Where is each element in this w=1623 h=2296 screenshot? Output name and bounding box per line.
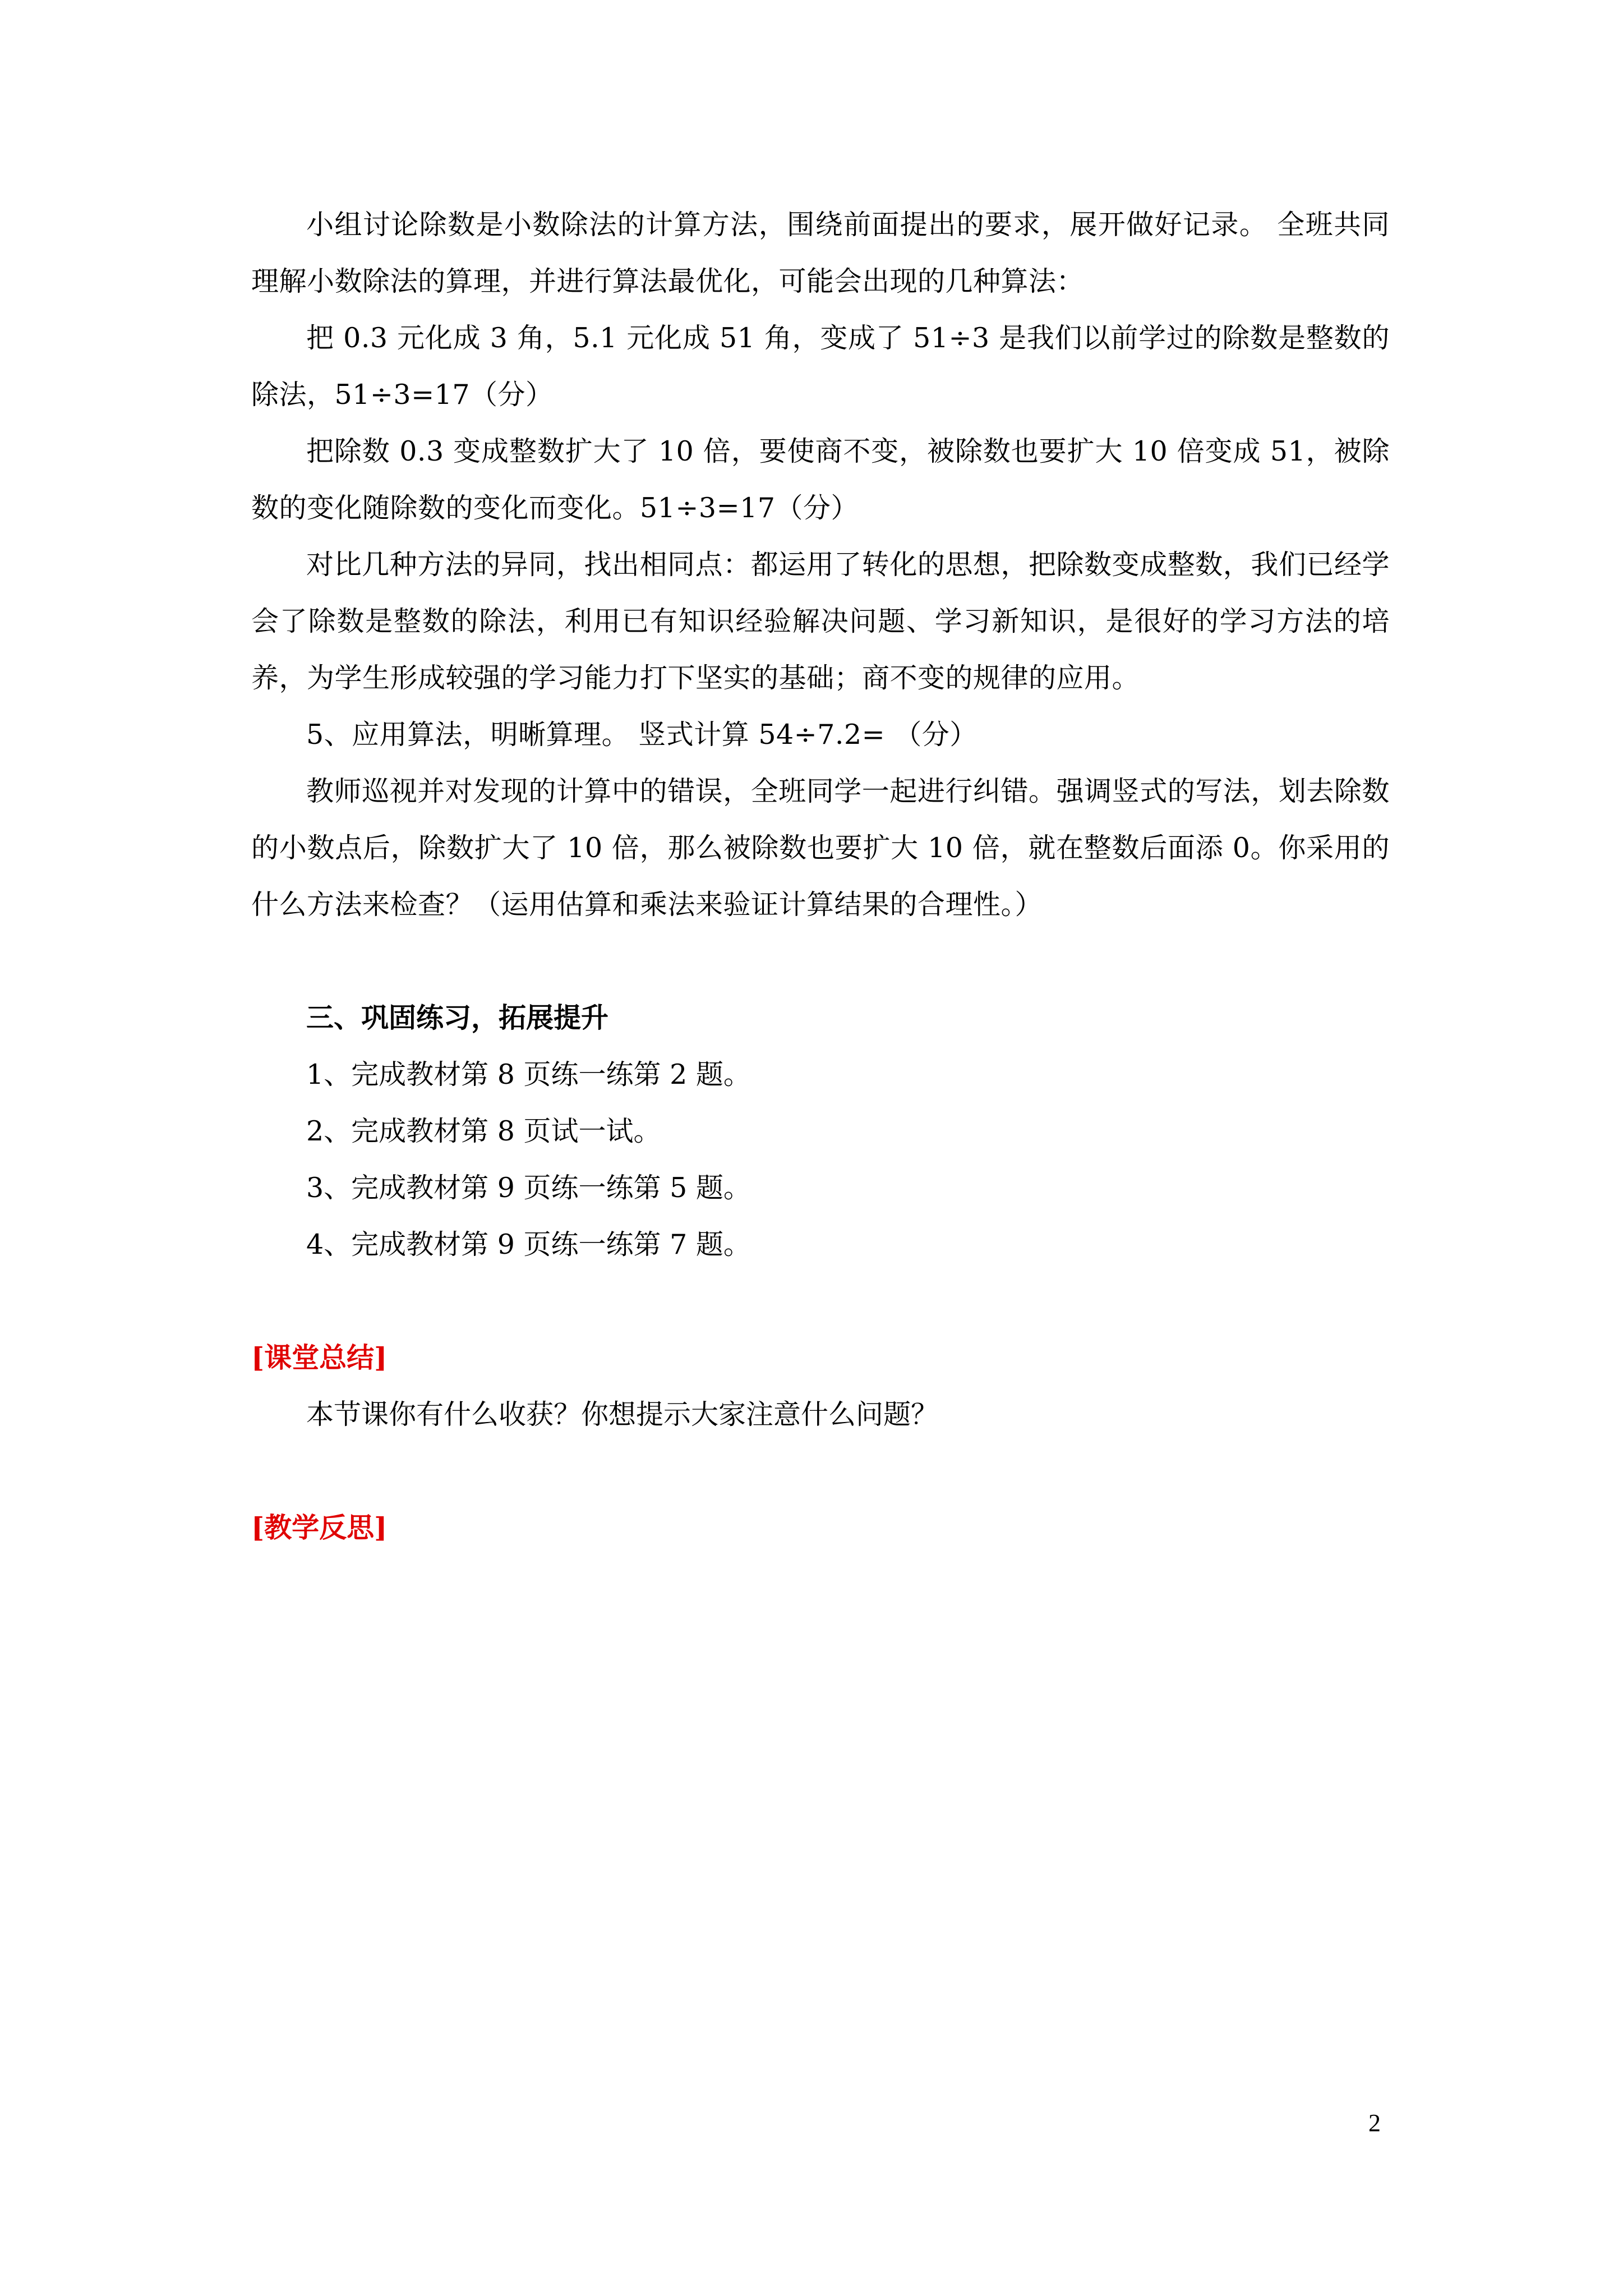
section-title-reflection: [教学反思] xyxy=(251,1511,388,1544)
page-content xyxy=(251,196,1390,1556)
exercise-item: 2、完成教材第 8 页试一试。 xyxy=(306,1115,661,1147)
spacer xyxy=(251,1443,1390,1499)
spacer xyxy=(251,1273,1390,1329)
paragraph-method-scale-divisor: 把除数 0.3 变成整数扩大了 10 倍，要使商不变，被除数也要扩大 10 倍变成 51，被除数的变化随除数的变化而变化。51÷3=17（分） xyxy=(251,435,1390,524)
paragraph-teacher-check: 教师巡视并对发现的计算中的错误，全班同学一起进行纠错。强调竖式的写法，划去除数的小数点后，除数扩大了 10 倍，那么被除数也要扩大 10 倍，就在整数后面添 0。你采用的什么方法来检查？（运用估算和乘法来验证计算结果的合理性。） xyxy=(251,775,1390,921)
paragraph-compare-methods: 对比几种方法的异同，找出相同点：都运用了转化的思想，把除数变成整数，我们已经学会了除数是整数的除法，利用已有知识经验解决问题、学习新知识，是很好的学习方法的培养，为学生形成较强的学习能力打下坚实的基础；商不变的规律的应用。 xyxy=(251,549,1390,694)
page-number: 2 xyxy=(1368,2109,1381,2137)
exercise-item: 3、完成教材第 9 页练一练第 5 题。 xyxy=(306,1172,751,1204)
paragraph-method-convert-units: 把 0.3 元化成 3 角，5.1 元化成 51 角，变成了 51÷3 是我们以前学过的除数是整数的除法，51÷3=17（分） xyxy=(251,322,1390,411)
paragraph-group-discussion: 小组讨论除数是小数除法的计算方法，围绕前面提出的要求，展开做好记录。 全班共同理解小数除法的算理，并进行算法最优化，可能会出现的几种算法： xyxy=(251,209,1390,297)
exercise-item: 4、完成教材第 9 页练一练第 7 题。 xyxy=(306,1228,751,1260)
summary-text: 本节课你有什么收获？你想提示大家注意什么问题？ xyxy=(306,1398,939,1430)
section-title-summary: [课堂总结] xyxy=(251,1341,388,1374)
exercise-item: 1、完成教材第 8 页练一练第 2 题。 xyxy=(306,1059,751,1091)
paragraph-apply-algorithm: 5、应用算法，明晰算理。 竖式计算 54÷7.2= （分） xyxy=(306,719,978,751)
spacer xyxy=(251,933,1390,990)
section-title-practice: 三、巩固练习，拓展提升 xyxy=(306,1001,609,1034)
